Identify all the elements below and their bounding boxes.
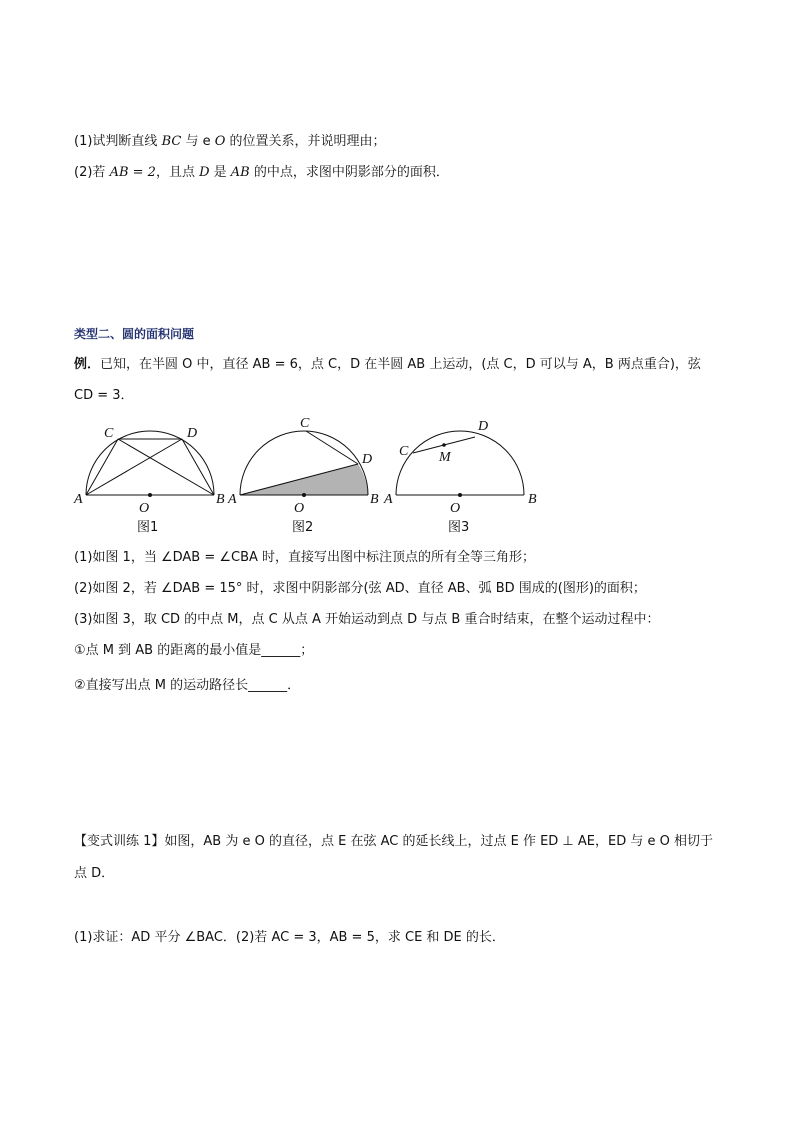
text: 与 e (181, 134, 215, 149)
variant-line-1: 【变式训练 1】如图，AB 为 e O 的直径，点 E 在弦 AC 的延长线上，过点 E 作 ED ⊥ AE，ED 与 e O 相切于 (74, 834, 713, 849)
example-lead: 例． (74, 357, 101, 372)
text: 试判断直线 (92, 134, 162, 149)
part-label: (2) (74, 165, 93, 180)
circle-o: O (214, 134, 226, 149)
text: 的位置关系，并说明理由； (225, 134, 386, 149)
label-d: D (187, 426, 198, 441)
point-d: D (199, 165, 210, 180)
midpoint-m (442, 443, 446, 447)
figures-svg (70, 415, 550, 540)
equation: AB = 2 (109, 165, 156, 180)
label-m: M (439, 450, 451, 465)
label-c: C (399, 444, 409, 459)
label-d: D (478, 419, 489, 434)
line-bc: BC (161, 134, 182, 149)
sub-question-3a: ①点 M 到 AB 的距离的最小值是______； (74, 643, 314, 658)
figure-3 (383, 419, 537, 535)
figure-caption: 图3 (448, 520, 470, 535)
variant-line-3: (1)求证：AD 平分 ∠BAC．(2)若 AC = 3，AB = 5，求 CE 和 DE 的长． (74, 930, 505, 945)
segment-ac (86, 439, 118, 495)
example-line-1 (74, 356, 701, 374)
center-point-o (148, 493, 152, 497)
label-c: C (300, 416, 310, 431)
text: 是 (209, 165, 231, 180)
label-a: A (384, 492, 393, 507)
label-b: B (216, 492, 225, 507)
label-o: O (450, 501, 461, 516)
example-text: 已知，在半圆 O 中，直径 AB = 6，点 C，D 在半圆 AB 上运动，(点 C，D 可以与 A，B 两点重合)，弦 (100, 357, 701, 372)
segment-bc (118, 439, 214, 495)
text: 的中点，求图中阴影部分的面积． (249, 165, 449, 180)
label-o: O (139, 501, 150, 516)
segment-ad (86, 439, 182, 495)
sub-question-1: (1)如图 1，当 ∠DAB = ∠CBA 时，直接写出图中标注顶点的所有全等三角形； (74, 550, 536, 565)
label-d: D (362, 452, 373, 467)
sub-question-2: (2)如图 2，若 ∠DAB = 15° 时，求图中阴影部分(弦 AD、直径 AB、弧 BD 围成的(图形)的面积； (74, 581, 646, 596)
label-c: C (104, 426, 114, 441)
example-line-2: CD = 3． (74, 388, 134, 403)
sub-question-3: (3)如图 3，取 CD 的中点 M，点 C 从点 A 开始运动到点 D 与点 B 重合时结束，在整个运动过程中： (74, 612, 660, 627)
segment-bd (182, 439, 214, 495)
label-b: B (370, 492, 379, 507)
label-a: A (228, 492, 237, 507)
figure-2 (227, 416, 379, 535)
question-part-1 (74, 133, 386, 151)
section-heading: 类型二、圆的面积问题 (74, 327, 195, 341)
text: ，且点 (155, 165, 200, 180)
sub-question-3b: ②直接写出点 M 的运动路径长______． (74, 678, 301, 693)
label-b: B (528, 492, 537, 507)
text: 若 (92, 165, 110, 180)
label-a: A (74, 492, 83, 507)
center-point-o (458, 493, 462, 497)
figure-caption: 图2 (292, 520, 314, 535)
label-o: O (294, 501, 305, 516)
figure-1 (73, 426, 225, 535)
variant-line-2: 点 D． (74, 866, 115, 881)
segment-ab: AB (230, 165, 250, 180)
center-point-o (302, 493, 306, 497)
part-label: (1) (74, 134, 93, 149)
question-part-2 (74, 164, 449, 182)
chord-cd (306, 431, 358, 464)
figure-caption: 图1 (137, 520, 159, 535)
